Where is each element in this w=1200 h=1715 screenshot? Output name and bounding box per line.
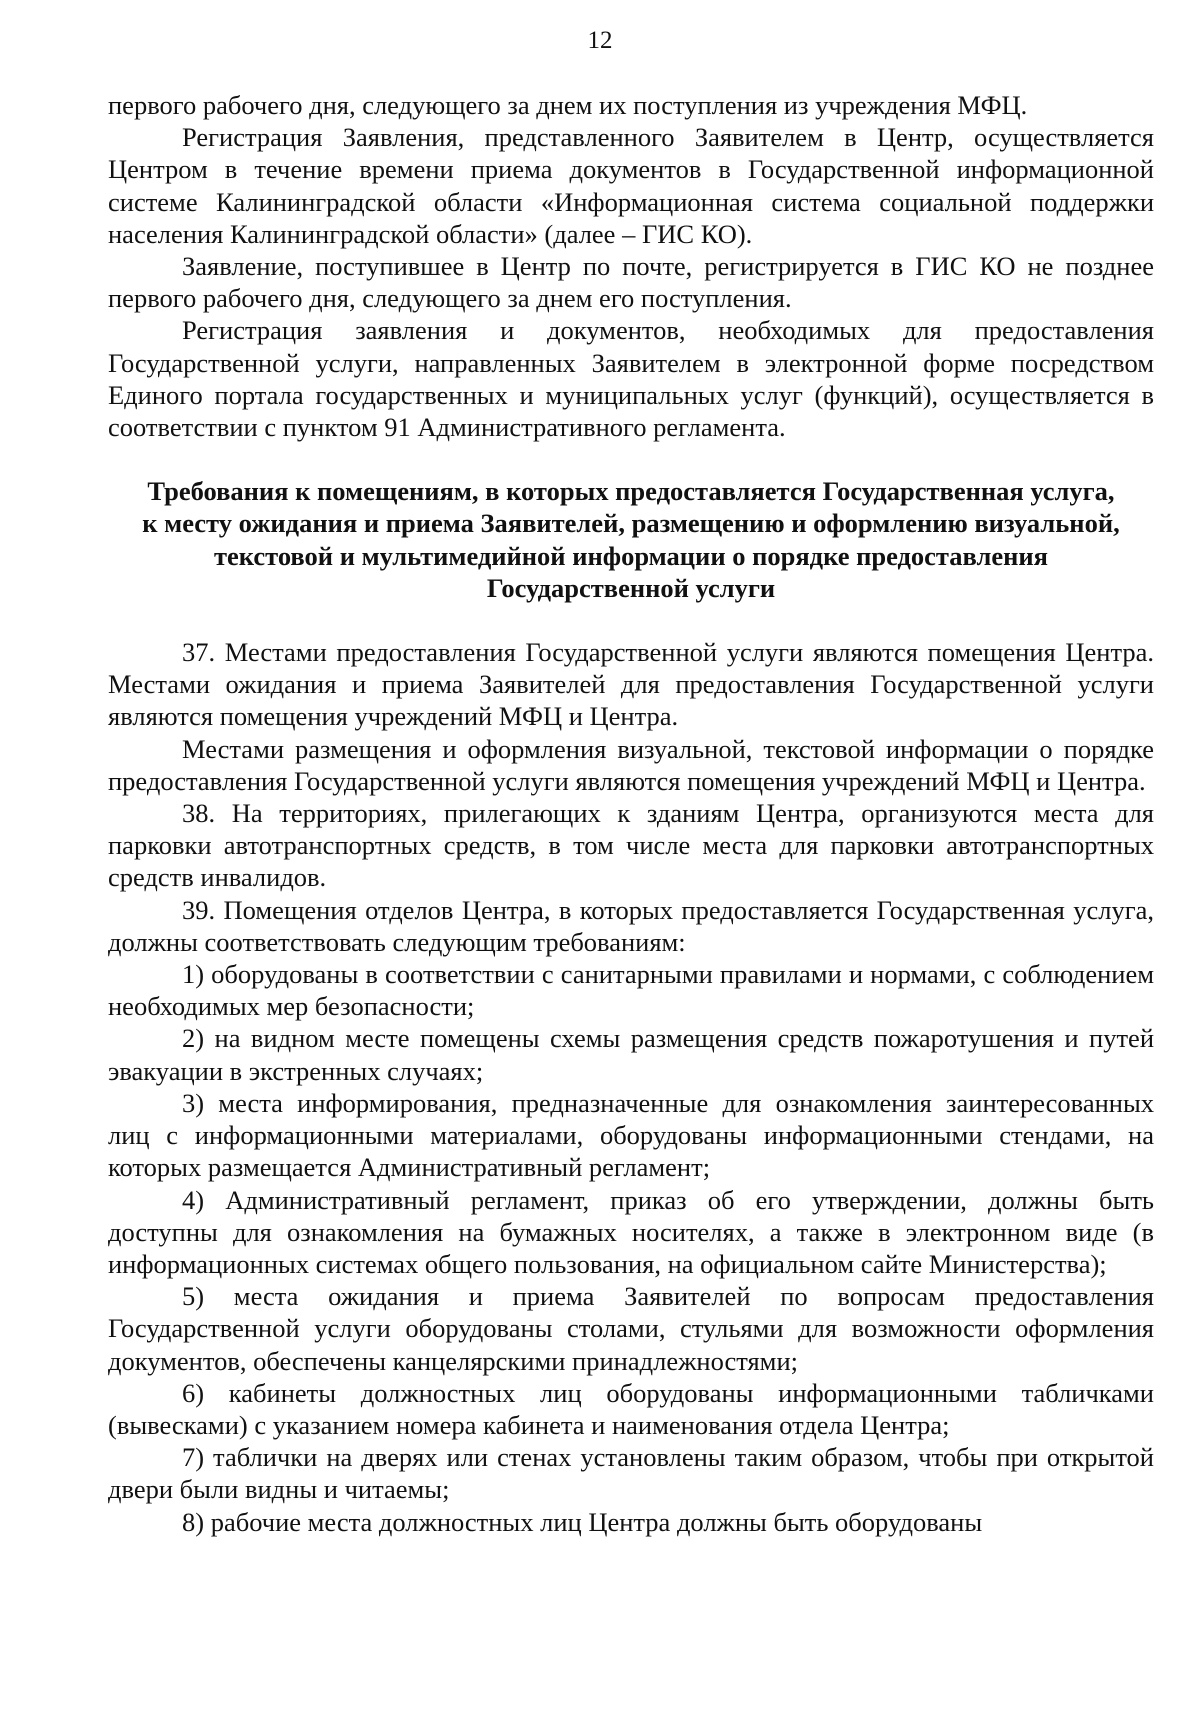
list-item-7: 7) таблички на дверях или стенах установлены таким образом, чтобы при открытой двери были видны и читаемы; bbox=[108, 1442, 1154, 1505]
list-item-3: 3) места информирования, предназначенные для ознакомления заинтересованных лиц с информационными материалами, оборудованы информационными стендами, на которых размещается Административный регламент; bbox=[108, 1087, 1154, 1183]
section-heading bbox=[108, 475, 1154, 604]
section-heading-line: к месту ожидания и приема Заявителей, размещению и оформлению визуальной, bbox=[142, 508, 1120, 539]
section-heading-line: Требования к помещениям, в которых предоставляется Государственная услуга, bbox=[147, 476, 1115, 507]
list-item-4: 4) Административный регламент, приказ об его утверждении, должны быть доступны для ознакомления на бумажных носителях, а также в электронном виде (в информационных системах общего пользования, на официальном сайте Министерства); bbox=[108, 1184, 1154, 1279]
paragraph-registration-center: Регистрация Заявления, представленного Заявителем в Центр, осуществляется Центром в течение времени приема документов в Государственной информационной системе Калининградской области «Информационная система социальной поддержки населения Калининградской области» (далее – ГИС КО). bbox=[108, 122, 1154, 249]
list-item-5: 5) места ожидания и приема Заявителей по вопросам предоставления Государственной услуги оборудованы столами, стульями для возможности оформления документов, обеспечены канцелярскими принадлежностями; bbox=[108, 1281, 1154, 1376]
section-heading-line: текстовой и мультимедийной информации о порядке предоставления bbox=[214, 540, 1048, 571]
section-body bbox=[108, 636, 1154, 1538]
paragraph-item-38: 38. На территориях, прилегающих к зданиям Центра, организуются места для парковки автотранспортных средств, в том числе места для парковки автотранспортных средств инвалидов. bbox=[108, 798, 1154, 893]
list-item-2: 2) на видном месте помещены схемы размещения средств пожаротушения и путей эвакуации в экстренных случаях; bbox=[108, 1023, 1154, 1086]
paragraph-placement: Местами размещения и оформления визуальной, текстовой информации о порядке предоставления Государственной услуги являются помещения учреждений МФЦ и Центра. bbox=[108, 733, 1154, 796]
page-number: 12 bbox=[587, 27, 613, 54]
list-item-6: 6) кабинеты должностных лиц оборудованы информационными табличками (вывесками) с указанием номера кабинета и наименования отдела Центра; bbox=[108, 1377, 1154, 1440]
list-item-8: 8) рабочие места должностных лиц Центра должны быть оборудованы bbox=[182, 1506, 983, 1537]
paragraph-item-37: 37. Местами предоставления Государственной услуги являются помещения Центра. Местами ожидания и приема Заявителей для предоставления Государственной услуги являются помещения учреждений МФЦ и Центра. bbox=[108, 637, 1154, 732]
paragraph-item-39: 39. Помещения отделов Центра, в которых предоставляется Государственная услуга, должны соответствовать следующим требованиям: bbox=[108, 894, 1154, 957]
paragraph-registration-electronic: Регистрация заявления и документов, необходимых для предоставления Государственной услуги, направленных Заявителем в электронной форме посредством Единого портала государственных и муниципальных услуг (функций), осуществляется в соответствии с пунктом 91 Административного регламента. bbox=[108, 315, 1154, 443]
section-heading-line: Государственной услуги bbox=[486, 572, 776, 603]
list-item-1: 1) оборудованы в соответствии с санитарными правилами и нормами, с соблюдением необходимых мер безопасности; bbox=[108, 959, 1154, 1022]
paragraph-registration-mail: Заявление, поступившее в Центр по почте, регистрируется в ГИС КО не позднее первого рабочего дня, следующего за днем его поступления. bbox=[108, 251, 1154, 314]
paragraph-continuation: первого рабочего дня, следующего за днем их поступления из учреждения МФЦ. bbox=[108, 90, 1028, 120]
document-body bbox=[108, 89, 1154, 1538]
